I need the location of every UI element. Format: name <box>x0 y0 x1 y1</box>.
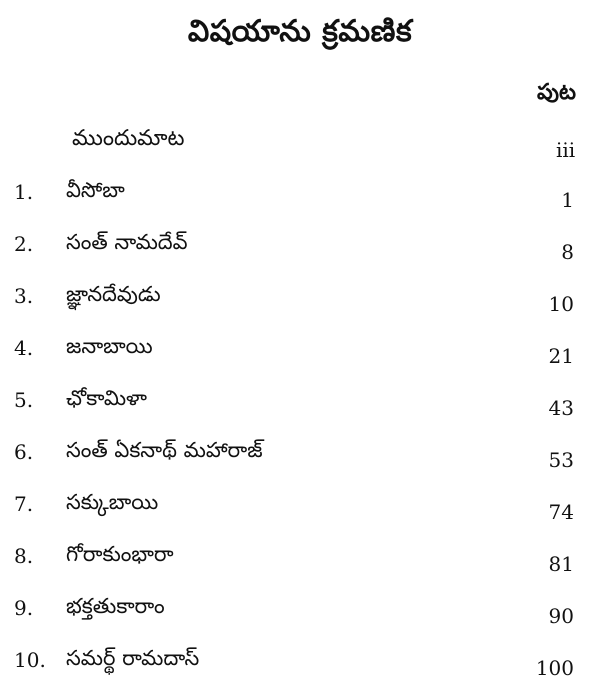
chapter-number: 10. <box>14 648 46 672</box>
toc-row <box>0 386 600 438</box>
chapter-title: ఛోకామిళా <box>66 386 147 410</box>
toc-row <box>0 542 600 594</box>
chapter-page-number: 1 <box>561 188 574 212</box>
chapter-page-number: 43 <box>548 396 574 420</box>
chapter-page-number: 100 <box>535 656 574 680</box>
chapter-title: భక్తతుకారాం <box>66 594 165 618</box>
chapter-title: వీసోబా <box>66 178 125 202</box>
table-of-contents <box>0 178 600 698</box>
page-column-header: పుట <box>537 80 576 105</box>
toc-row <box>0 334 600 386</box>
chapter-title: జనాబాయి <box>66 334 153 358</box>
chapter-title: గోరాకుంభారా <box>66 542 174 566</box>
preface-row <box>0 126 600 162</box>
toc-row <box>0 438 600 490</box>
chapter-title: జ్ఞానదేవుడు <box>66 282 161 306</box>
toc-row <box>0 490 600 542</box>
chapter-page-number: 8 <box>561 240 574 264</box>
chapter-page-number: 53 <box>548 448 574 472</box>
preface-page-number: iii <box>556 138 576 162</box>
chapter-number: 6. <box>14 440 34 464</box>
chapter-page-number: 10 <box>548 292 574 316</box>
toc-row <box>0 230 600 282</box>
preface-label: ముందుమాట <box>72 126 185 151</box>
chapter-title: సంత్ ఏకనాథ్ మహారాజ్ <box>66 438 263 462</box>
chapter-number: 1. <box>14 180 34 204</box>
chapter-number: 7. <box>14 492 34 516</box>
toc-row <box>0 594 600 646</box>
chapter-number: 9. <box>14 596 34 620</box>
chapter-number: 4. <box>14 336 34 360</box>
chapter-number: 3. <box>14 284 34 308</box>
toc-row <box>0 646 600 698</box>
page-title: విషయాను క్రమణిక <box>187 14 413 49</box>
chapter-number: 8. <box>14 544 34 568</box>
toc-row <box>0 282 600 334</box>
chapter-title: సంత్ నామదేవ్ <box>66 230 188 254</box>
chapter-number: 2. <box>14 232 34 256</box>
chapter-number: 5. <box>14 388 34 412</box>
chapter-title: సమర్థ్ రామదాస్ <box>66 646 200 670</box>
chapter-page-number: 21 <box>548 344 574 368</box>
chapter-page-number: 74 <box>548 500 574 524</box>
chapter-page-number: 81 <box>548 552 574 576</box>
chapter-title: సక్కుబాయి <box>66 490 159 514</box>
chapter-page-number: 90 <box>548 604 574 628</box>
toc-row <box>0 178 600 230</box>
